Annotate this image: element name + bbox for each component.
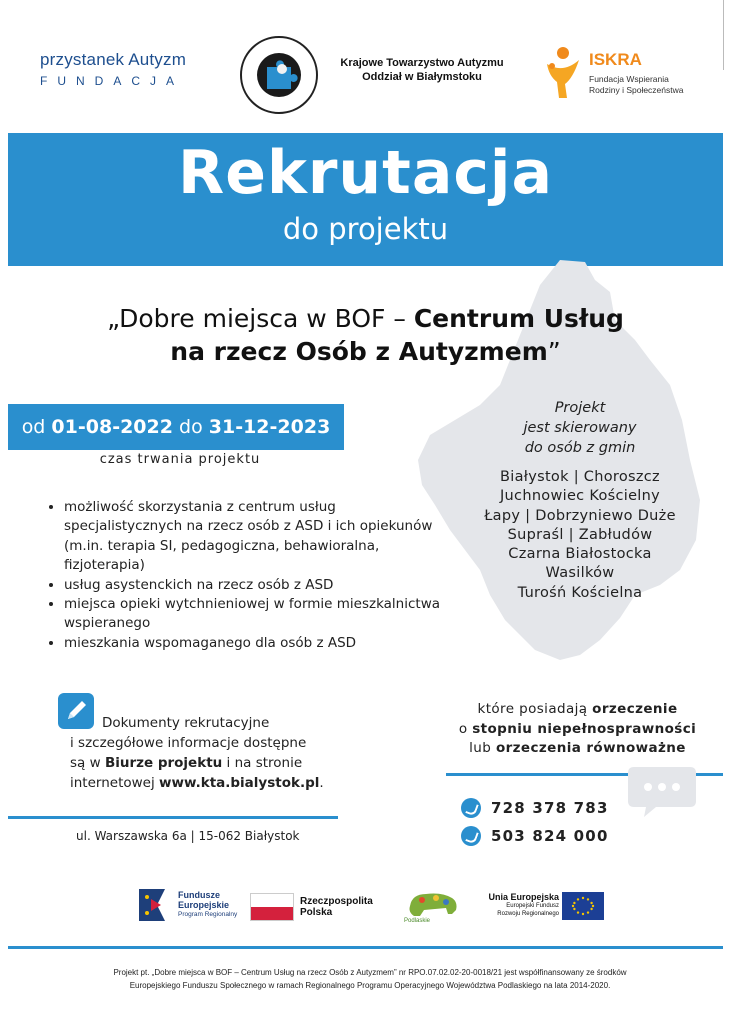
ue-line3: Rozwoju Regionalnego [497,911,559,917]
rp-line1: Rzeczpospolita [300,896,373,907]
address: ul. Warszawska 6a | 15-062 Białystok [76,829,300,843]
dates-from: 01-08-2022 [51,416,173,438]
cert-line3 [440,739,715,759]
offer-item: • mieszkania wspomaganego dla osób z ASD [64,634,454,653]
cert-l1-a: które posiadają [477,701,593,717]
dates-to: 31-12-2023 [208,416,331,438]
unia-europejska-text [474,893,559,918]
iskra-name: ISKRA [589,50,642,69]
docs-line4-c: . [319,775,324,791]
divider-left [8,816,338,819]
dates-caption: czas trwania projektu [99,452,261,467]
gmina-item: Turośń Kościelna [517,584,643,601]
przystanek-logo-line1: przystanek Autyzm [40,50,187,69]
phone-icon [461,826,481,846]
polish-flag-icon [250,893,294,921]
gmina-item: Czarna Białostocka [508,546,652,563]
gmina-item: Juchnowiec Kościelny [499,488,660,505]
puzzle-child-icon [249,45,309,105]
footer-line2: Europejskiego Funduszu Społecznego w ramach Regionalnego Programu Operacyjnego Województwa Podlaskiego na lata 2014-2020. [129,981,611,990]
cert-l3-b: orzeczenia równoważne [495,740,686,756]
divider-bottom [8,946,723,949]
phone-icon [461,798,481,818]
fundusze-europejskie-icon [137,887,171,923]
project-title-bold1: Centrum Usług [413,304,624,333]
cert-l2-a: o [458,720,473,737]
documents-info [70,713,370,793]
phone-number-2[interactable] [461,825,609,847]
banner-subtitle: do projektu [282,212,449,246]
docs-line3-c: i na stronie [222,755,303,771]
fe-line3: Program Regionalny [178,911,238,918]
przystanek-autyzm-logo [40,50,215,88]
iskra-figure-icon [543,44,583,100]
footer-note [60,966,680,992]
project-title [8,302,723,368]
project-title-bold2: na rzecz Osób z Autyzmem [170,337,548,366]
fe-line2: Europejskie [178,900,230,910]
dates-to-label: do [179,416,203,438]
cert-line1 [440,700,715,720]
kta-seal-logo [240,36,318,114]
iskra-subtitle [589,74,684,96]
target-line2: jest skierowany [523,420,637,436]
project-title-line1 [8,302,723,335]
offer-item: • usług asystenckich na rzecz osób z ASD [64,576,454,595]
offer-item: • możliwość skorzystania z centrum usług specjalistycznych na rzecz osób z ASD i ich opiekunów (m.in. terapia SI, pedagogiczna, behawioralna, fizjoterapia) [64,498,454,576]
phone-number-1[interactable] [461,797,609,819]
docs-line3-a: są w [70,755,105,771]
project-title-suffix: ” [547,337,561,366]
project-dates [8,404,344,450]
target-text [510,398,650,458]
eu-flag-icon [562,892,604,920]
dates-from-label: od [21,416,46,438]
fundusze-europejskie-text [178,890,237,920]
gmina-item: Łapy | Dobrzyniewo Duże [484,507,676,524]
docs-office: Biurze projektu [104,755,223,771]
rzeczpospolita-text [300,896,373,918]
ue-line1: Unia Europejska [488,892,559,902]
offer-list [42,498,454,653]
fe-line1: Fundusze [178,890,220,900]
project-title-prefix: „Dobre miejsca w BOF – [107,304,414,333]
podlaskie-bison-icon [402,888,462,924]
target-line3: do osób z gmin [524,440,636,456]
docs-line4-a: internetowej [70,775,160,791]
offer-item: • miejsca opieki wytchnieniowej w formie mieszkalnictwa wspieranego [64,595,454,634]
certification-text [440,700,715,759]
cert-line2 [440,720,715,740]
gmina-item: Białystok | Choroszcz [500,469,660,485]
kta-name-line1: Krajowe Towarzystwo Autyzmu [340,57,504,69]
phone-text: 728 378 783 [491,799,609,817]
rp-line2: Polska [300,907,333,918]
iskra-sub-line1: Fundacja Wspierania [589,74,669,84]
gmina-item: Supraśl | Zabłudów [507,526,653,543]
footer-line1: Projekt pt. „Dobre miejsca w BOF – Centrum Usług na rzecz Osób z Autyzmem” nr RPO.07.02.02-20-0018/21 jest współfinansowany ze środków [113,968,627,977]
docs-line3 [70,753,370,773]
gmina-item: Wasilków [545,565,615,582]
podlaskie-label: Podlaskie [404,918,431,924]
kta-name-line2: Oddział w Białymstoku [362,71,482,83]
project-title-line2 [8,335,723,368]
docs-line4 [70,773,370,793]
cert-l1-b: orzeczenie [592,701,678,717]
cert-l3-a: lub [469,740,496,756]
banner-title: Rekrutacja [178,138,553,208]
gminy-list [455,468,705,603]
page-edge [723,0,724,70]
target-line1: Projekt [554,400,606,416]
kta-name [322,56,522,84]
docs-line1: Dokumenty rekrutacyjne [102,715,270,731]
website-link[interactable]: www.kta.bialystok.pl [159,775,320,791]
cert-l2-b: stopniu niepełnosprawności [472,720,697,737]
przystanek-logo-line2: FUNDACJA [40,74,185,88]
phone-text: 503 824 000 [491,827,609,845]
iskra-sub-line2: Rodziny i Społeczeństwa [589,85,684,95]
docs-line2: i szczegółowe informacje dostępne [70,735,307,751]
ue-line2: Europejski Fundusz [506,903,559,909]
iskra-logo [543,44,703,100]
chat-bubble-icon [626,765,698,819]
